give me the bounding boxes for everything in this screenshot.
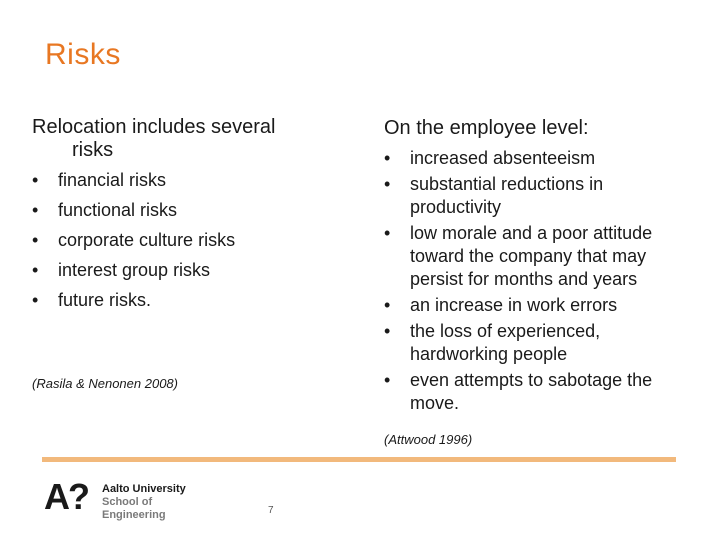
right-column [384,116,689,418]
bullet-icon: • [32,170,39,190]
logo-university-name: Aalto University [102,483,186,495]
bullet-icon: • [384,321,391,341]
employee-level-list [384,147,689,415]
list-item: • corporate culture risks [32,230,236,250]
bullet-icon: • [384,295,391,315]
bullet-icon: • [384,174,391,194]
list-item: • increased absenteeism [384,148,596,168]
list-item: • functional risks [32,200,178,220]
logo-school-name: School of Engineering [102,496,166,521]
aalto-logo [44,476,214,521]
bullet-icon: • [32,200,39,220]
bullet-icon: • [32,260,39,280]
list-item: • substantial reductions in productivity [384,174,604,217]
list-item: • the loss of experienced, hardworking people [384,321,601,364]
bullet-icon: • [32,230,39,250]
right-heading: On the employee level: [384,117,589,139]
left-intro [32,116,362,162]
bullet-icon: • [384,223,391,243]
slide-title: Risks [45,38,121,71]
aalto-logo-mark-icon: A? [44,476,88,517]
left-intro-line-1: Relocation includes several [32,116,276,138]
left-citation: (Rasila & Nenonen 2008) [32,376,178,391]
bullet-icon: • [32,290,39,310]
left-intro-line-2: risks [72,139,114,161]
left-column [32,116,362,320]
right-citation: (Attwood 1996) [384,432,473,447]
page-number: 7 [268,505,274,516]
bullet-icon: • [384,370,391,390]
relocation-risks-list [32,170,362,310]
logo-text [102,483,214,522]
list-item: • interest group risks [32,260,211,280]
list-item: • even attempts to sabotage the move. [384,370,653,413]
list-item: • an increase in work errors [384,295,618,315]
bullet-icon: • [384,148,391,168]
list-item: • low morale and a poor attitude toward the company that may persist for months and years [384,223,653,289]
list-item: • financial risks [32,170,167,190]
list-item: • future risks. [32,290,152,310]
footer-divider [42,457,676,462]
